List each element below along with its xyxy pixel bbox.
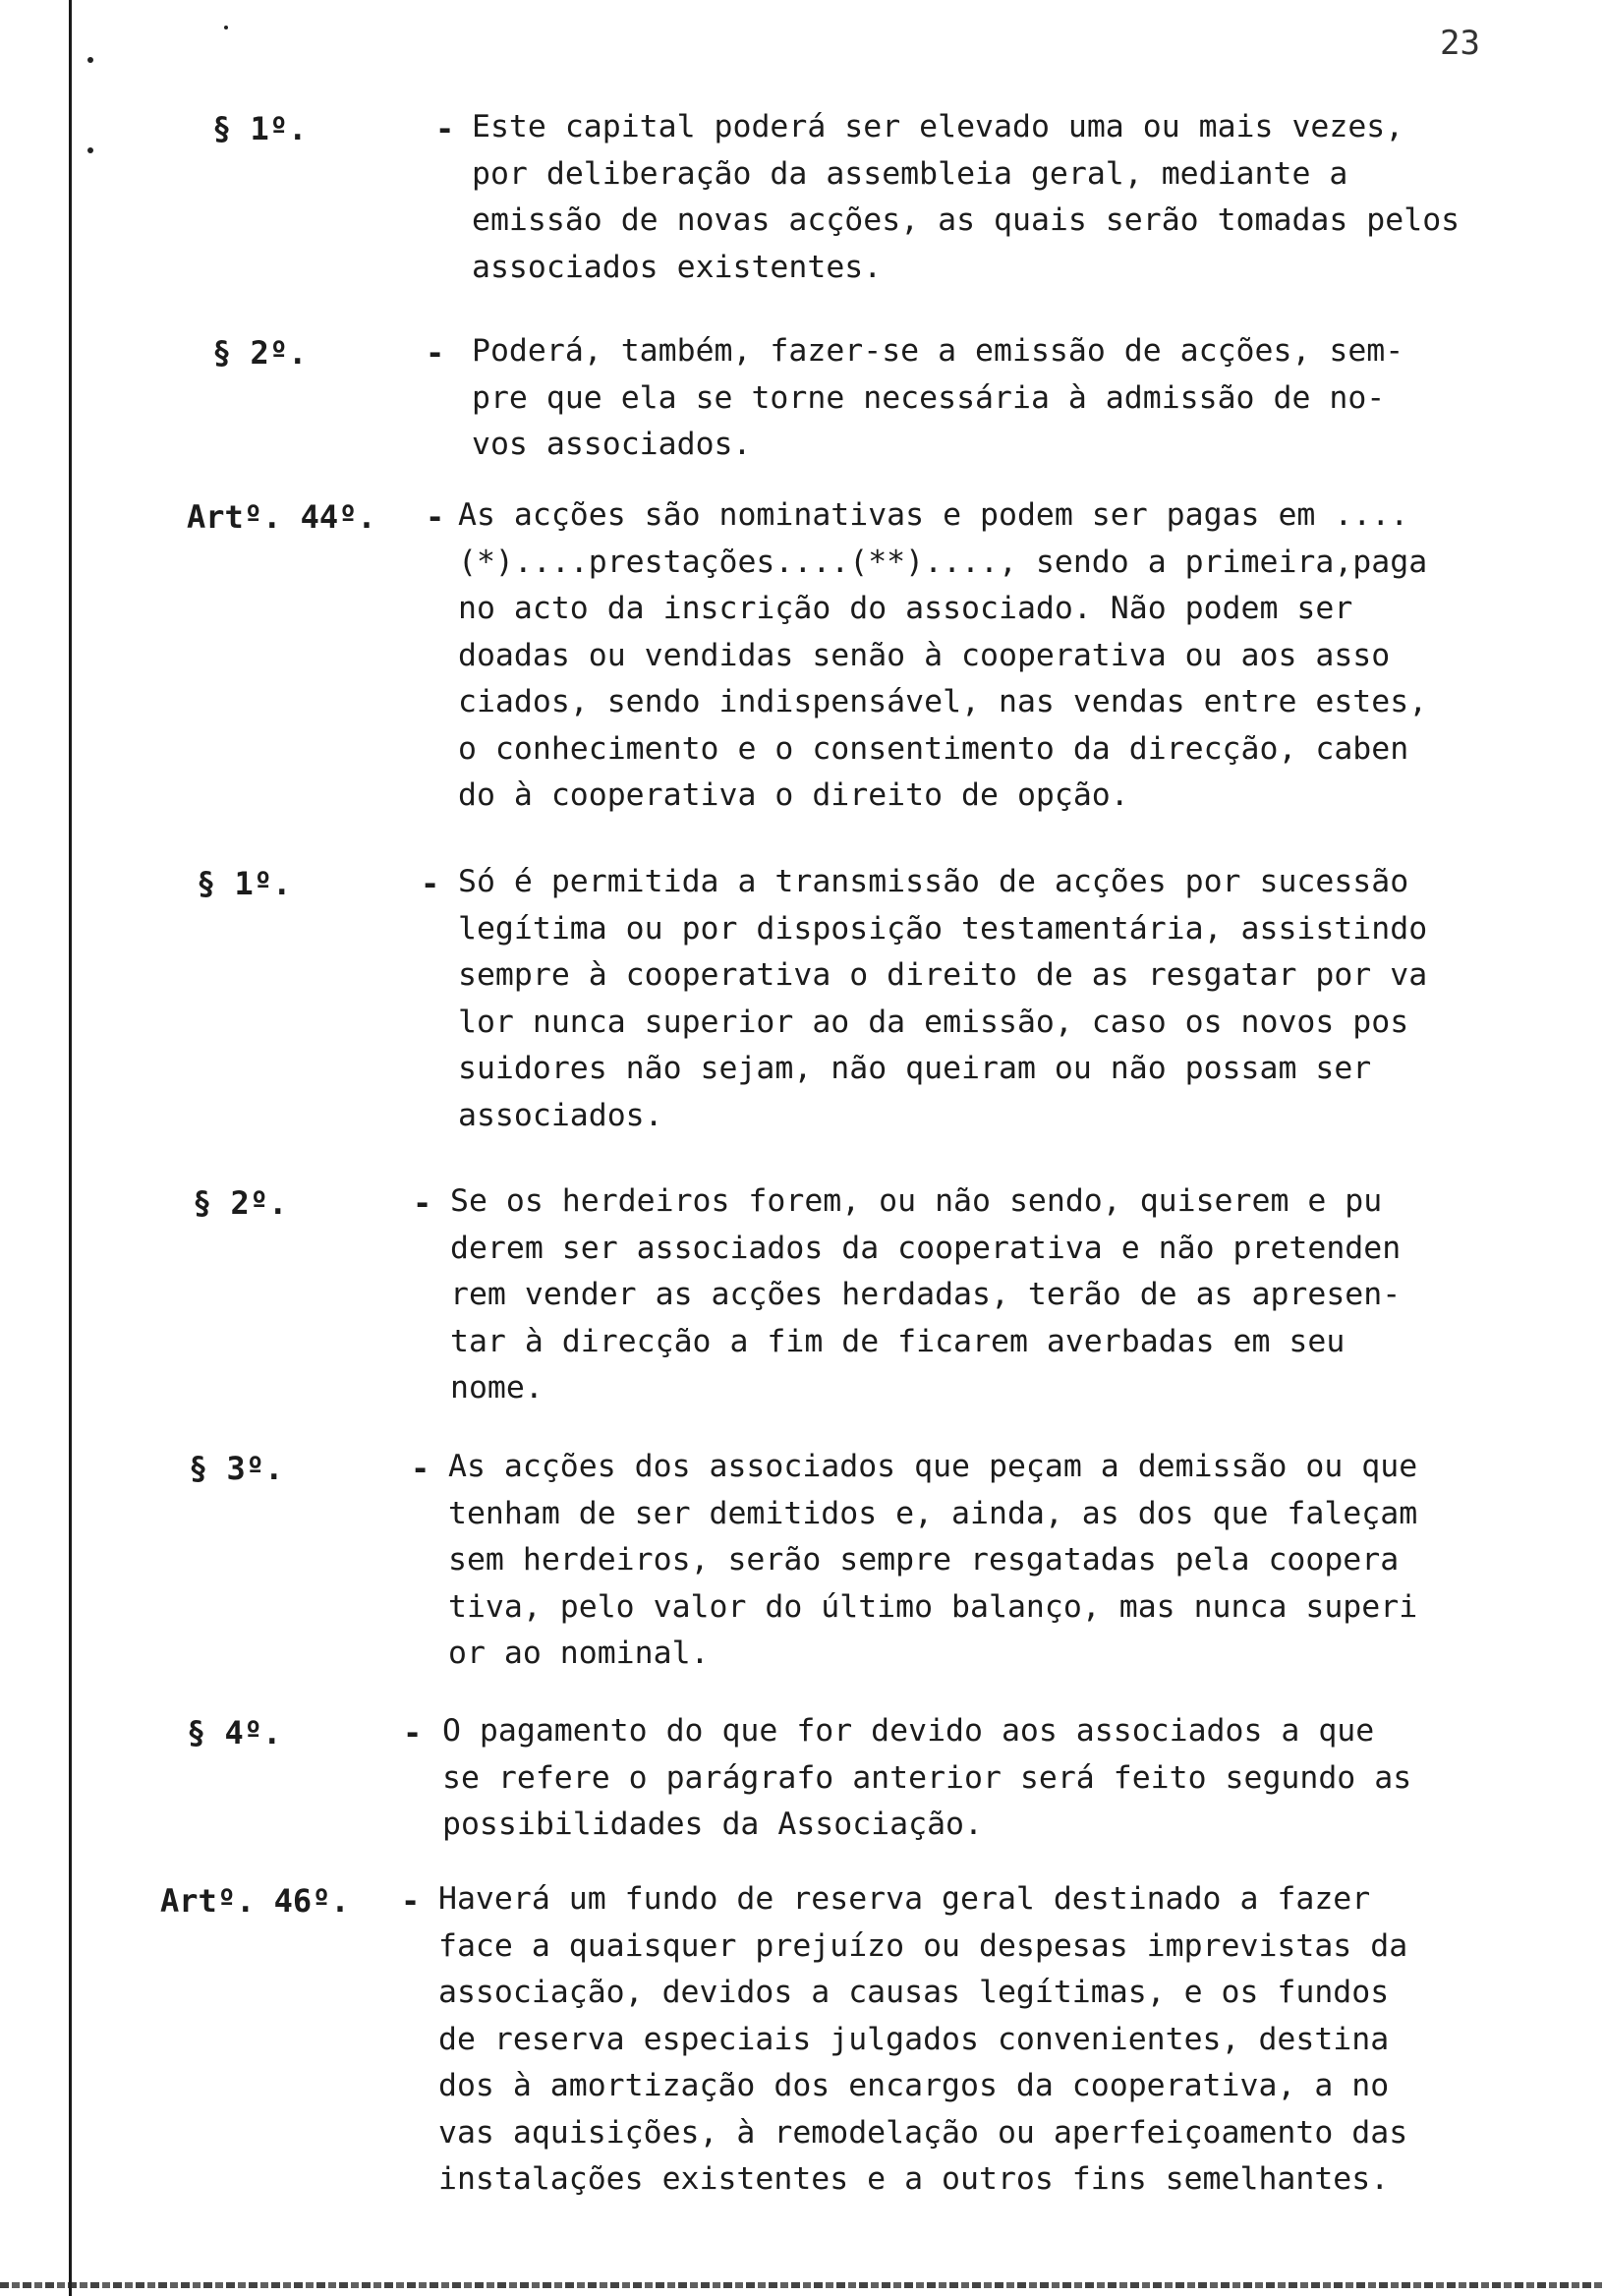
text-line: As acções são nominativas e podem ser pagas em .... — [458, 497, 1409, 533]
text-line: derem ser associados da cooperativa e não pretenden — [450, 1230, 1402, 1266]
paragraph-label: Artº. 46º. — [160, 1882, 350, 1920]
scan-speck — [87, 147, 93, 153]
text-line: tiva, pelo valor do último balanço, mas nunca superi — [448, 1588, 1418, 1625]
text-line: As acções dos associados que peçam a demissão ou que — [448, 1449, 1418, 1484]
text-line: Só é permitida a transmissão de acções por sucessão — [458, 864, 1409, 899]
paragraph-dash: - — [426, 334, 445, 372]
text-line: sempre à cooperativa o direito de as resgatar por va — [458, 957, 1428, 993]
text-line: O pagamento do que for devido aos associados a que — [442, 1713, 1375, 1749]
text-line: (*)....prestações....(**)...., sendo a primeira,paga — [458, 544, 1428, 580]
text-line: tar à direcção a fim de ficarem averbadas em seu — [450, 1323, 1346, 1359]
paragraph-text — [458, 492, 1427, 820]
text-line: no acto da inscrição do associado. Não podem ser — [458, 591, 1353, 626]
text-line: nome. — [450, 1370, 544, 1406]
text-line: dos à amortização dos encargos da cooperativa, a no — [438, 2068, 1390, 2103]
paragraph-label: § 2º. — [212, 334, 308, 372]
paragraph-dash: - — [426, 498, 445, 536]
text-line: Haverá um fundo de reserva geral destinado a fazer — [438, 1881, 1371, 1917]
text-line: face a quaisquer prejuízo ou despesas imprevistas da — [438, 1927, 1408, 1964]
text-line: associados existentes. — [472, 249, 883, 285]
text-line: rem vender as acções herdadas, terão de as apresen- — [450, 1277, 1402, 1312]
text-line: tenham de ser demitidos e, ainda, as dos que faleçam — [448, 1495, 1418, 1531]
text-line: se refere o parágrafo anterior será feito segundo as — [442, 1759, 1412, 1796]
paragraph-dash: - — [401, 1882, 421, 1920]
paragraph-label: Artº. 44º. — [187, 498, 376, 536]
page-number: 23 — [1440, 24, 1480, 63]
text-line: pre que ela se torne necessária à admissão de no- — [472, 379, 1386, 416]
paragraph-dash: - — [421, 865, 440, 902]
text-line: Poderá, também, fazer-se a emissão de acções, sem- — [472, 333, 1404, 369]
paragraph-text — [472, 104, 1460, 291]
paragraph-dash: - — [435, 110, 455, 147]
paragraph-label: § 3º. — [189, 1450, 284, 1487]
text-line: emissão de novas acções, as quais serão tomadas pelos — [472, 202, 1461, 238]
text-line: do à cooperativa o direito de opção. — [458, 777, 1129, 813]
text-line: Se os herdeiros forem, ou não sendo, quiserem e pu — [450, 1183, 1383, 1219]
scan-speck — [87, 57, 93, 63]
text-line: or ao nominal. — [448, 1636, 710, 1671]
bottom-scan-edge — [0, 2282, 1604, 2288]
text-line: possibilidades da Associação. — [442, 1807, 983, 1842]
text-line: instalações existentes e a outros fins semelhantes. — [438, 2161, 1390, 2197]
paragraph-text — [448, 1444, 1417, 1678]
paragraph-text — [438, 1876, 1407, 2204]
left-margin-rule — [69, 0, 72, 2296]
paragraph-label: § 4º. — [187, 1714, 282, 1751]
text-line: doadas ou vendidas senão à cooperativa ou aos asso — [458, 637, 1391, 673]
text-line: ciados, sendo indispensável, nas vendas entre estes, — [458, 684, 1428, 719]
text-line: por deliberação da assembleia geral, mediante a — [472, 155, 1348, 192]
paragraph-dash: - — [413, 1184, 432, 1222]
paragraph-text — [450, 1178, 1401, 1412]
text-line: vos associados. — [472, 427, 752, 462]
paragraph-text — [472, 328, 1404, 469]
text-line: o conhecimento e o consentimento da direcção, caben — [458, 730, 1409, 767]
paragraph-text — [458, 859, 1427, 1139]
text-line: legítima ou por disposição testamentária, assistindo — [458, 910, 1428, 947]
text-line: de reserva especiais julgados convenientes, destina — [438, 2021, 1390, 2057]
scan-speck — [224, 26, 228, 29]
paragraph-dash: - — [411, 1450, 430, 1487]
text-line: suidores não sejam, não queiram ou não possam ser — [458, 1051, 1372, 1086]
text-line: associação, devidos a causas legítimas, e os fundos — [438, 1975, 1390, 2010]
paragraph-label: § 1º. — [197, 865, 292, 902]
paragraph-label: § 2º. — [193, 1184, 288, 1222]
text-line: associados. — [458, 1097, 663, 1133]
text-line: sem herdeiros, serão sempre resgatadas pela coopera — [448, 1542, 1400, 1578]
paragraph-text — [442, 1708, 1411, 1849]
paragraph-dash: - — [403, 1714, 423, 1751]
text-line: vas aquisições, à remodelação ou aperfeiçoamento das — [438, 2114, 1408, 2151]
paragraph-label: § 1º. — [212, 110, 308, 147]
text-line: lor nunca superior ao da emissão, caso os novos pos — [458, 1004, 1409, 1040]
text-line: Este capital poderá ser elevado uma ou mais vezes, — [472, 109, 1404, 144]
